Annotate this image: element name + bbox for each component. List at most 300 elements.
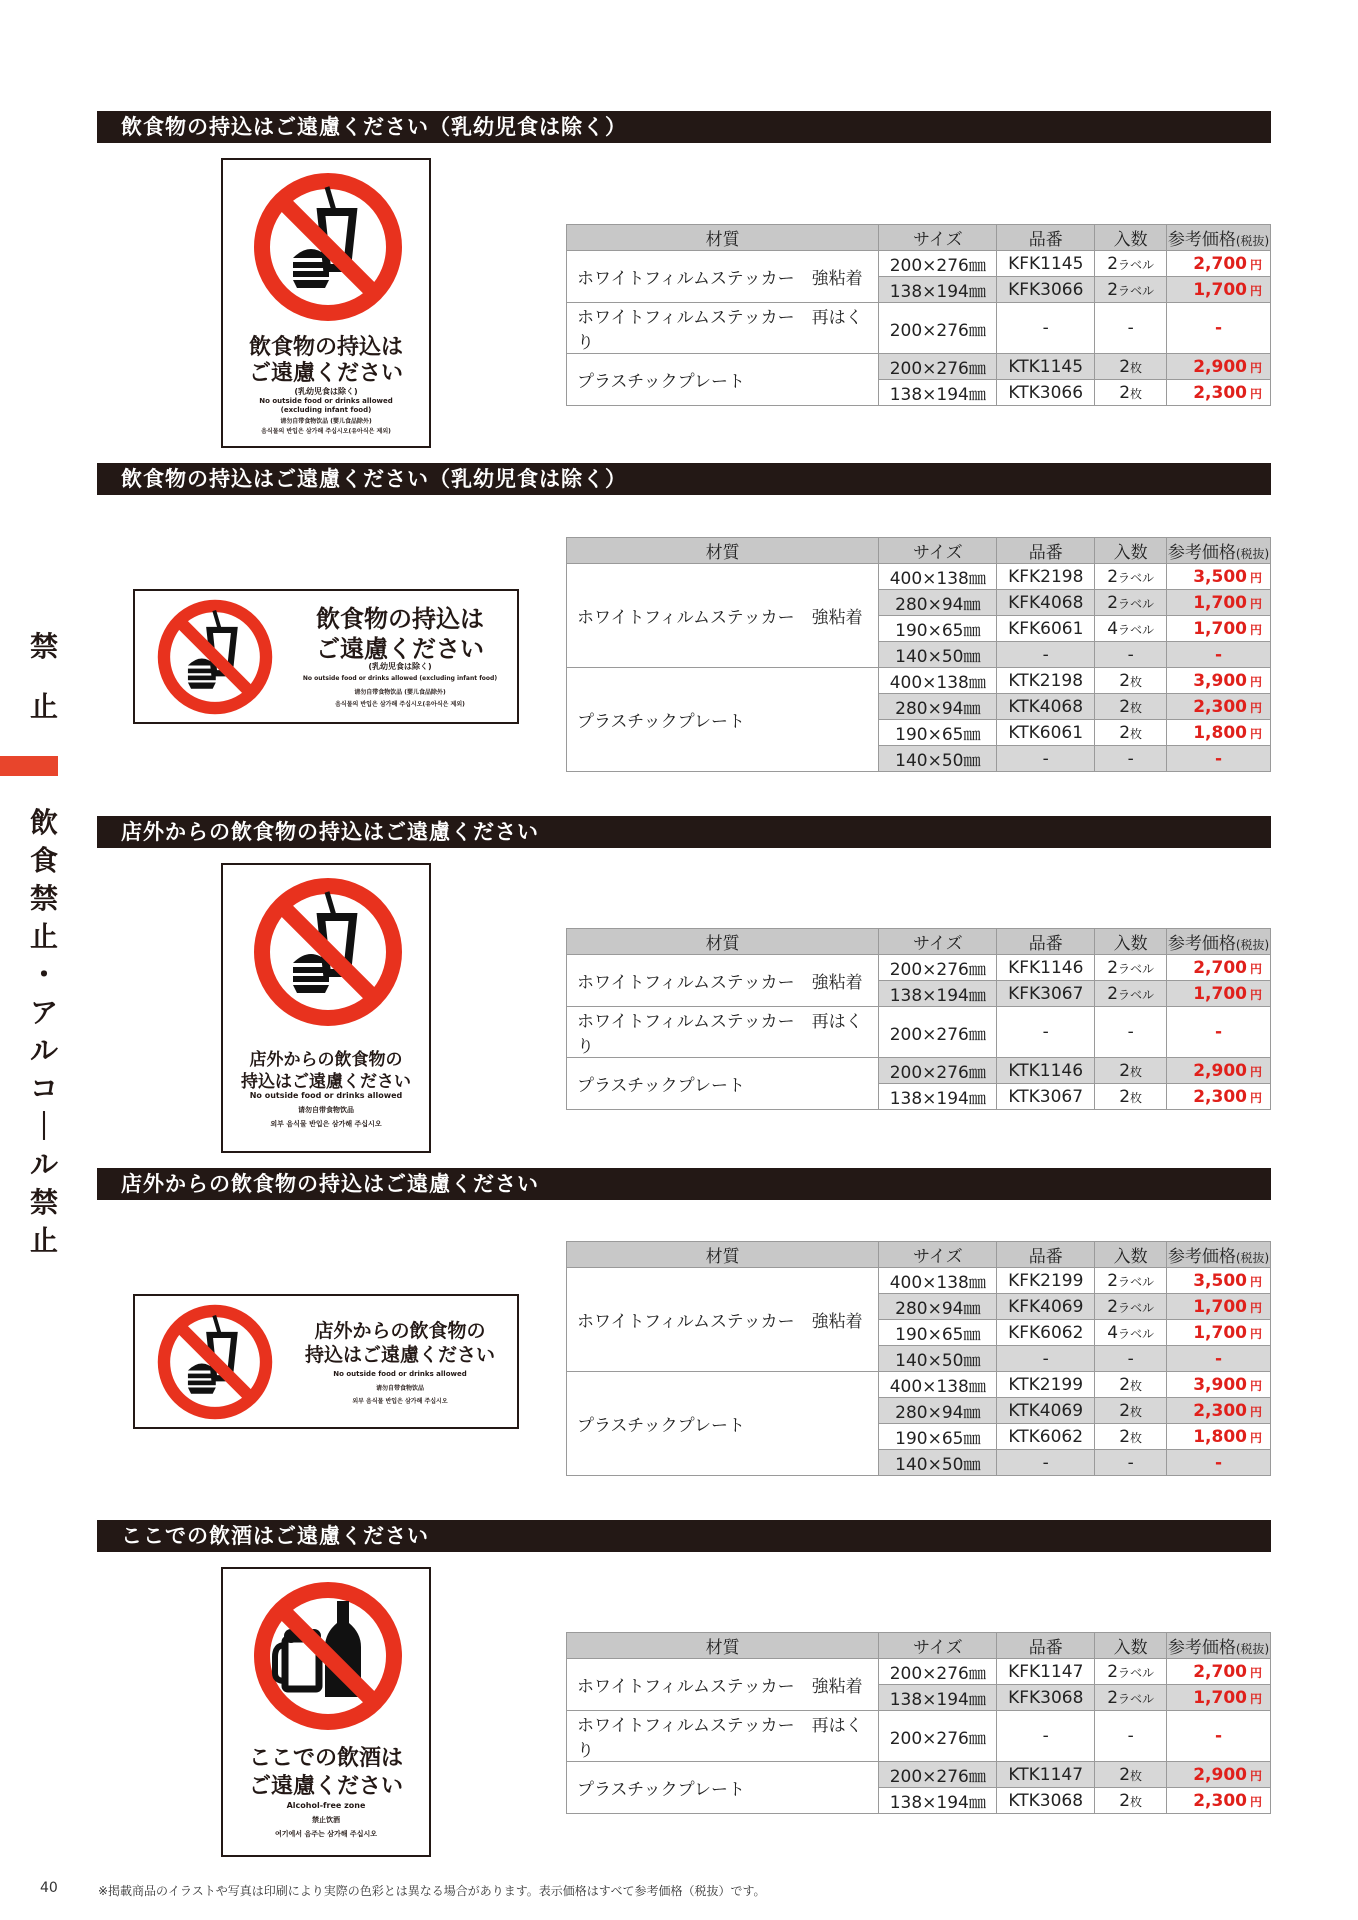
code-cell: KFK2199	[997, 1268, 1095, 1294]
table-row	[567, 955, 1271, 981]
qty-cell: 2ラベル	[1095, 1659, 1167, 1685]
size-cell: 138×194㎜	[879, 981, 997, 1007]
qty-unit: 枚	[1130, 1768, 1143, 1783]
sign-sub-2: 禁止饮酒	[312, 1816, 340, 1824]
yen-unit: 円	[1249, 1064, 1262, 1079]
code-cell: KFK6062	[997, 1320, 1095, 1346]
price-cell: -	[1167, 303, 1271, 354]
material-cell: ホワイトフィルムステッカー 再はくり	[567, 303, 879, 354]
material-cell: プラスチックプレート	[567, 668, 879, 772]
price-cell: 2,300 円	[1167, 1788, 1271, 1814]
sign-sub-2: 请勿自带食物饮品	[375, 1385, 424, 1392]
price-cell: 2,700 円	[1167, 1659, 1271, 1685]
sidebar-category-top	[26, 628, 62, 726]
yen-unit: 円	[1249, 1794, 1262, 1809]
price-cell: 2,900 円	[1167, 354, 1271, 380]
qty-cell: 2枚	[1095, 694, 1167, 720]
qty-unit: 枚	[1130, 1064, 1143, 1079]
table-header-cell: 品番	[997, 1242, 1095, 1268]
code-cell: KFK2198	[997, 564, 1095, 590]
sign-title-line2: ご遠慮ください	[248, 361, 403, 386]
table-header-row	[567, 225, 1271, 251]
table-header-cell: 参考価格(税抜)	[1167, 538, 1271, 564]
section-header-4: 店外からの飲食物の持込はご遠慮ください	[97, 1168, 1271, 1200]
no-alcohol-icon	[253, 1581, 403, 1731]
yen-unit: 円	[1249, 987, 1262, 1002]
table-header-cell: 参考価格(税抜)	[1167, 1242, 1271, 1268]
price-cell: 3,500 円	[1167, 1268, 1271, 1294]
qty-unit: ラベル	[1118, 622, 1155, 637]
qty-unit: ラベル	[1118, 987, 1155, 1002]
qty-cell: 2ラベル	[1095, 590, 1167, 616]
code-cell: KFK6061	[997, 616, 1095, 642]
yen-unit: 円	[1249, 360, 1262, 375]
price-cell: 1,700 円	[1167, 277, 1271, 303]
qty-cell: 2ラベル	[1095, 1685, 1167, 1711]
sidebar-bottom-char: 禁	[29, 882, 58, 915]
yen-unit: 円	[1249, 1768, 1262, 1783]
qty-cell: 2ラベル	[1095, 564, 1167, 590]
price-tax-note: (税抜)	[1235, 1642, 1270, 1656]
sidebar-bottom-char: 止	[29, 920, 58, 953]
price-tax-note: (税抜)	[1235, 1251, 1270, 1265]
price-cell: -	[1167, 1007, 1271, 1058]
price-cell: 2,900 円	[1167, 1058, 1271, 1084]
sign-sub-3: 여기에서 음주는 삼가해 주십시오	[275, 1830, 377, 1838]
size-cell: 200×276㎜	[879, 303, 997, 354]
qty-cell: 2ラベル	[1095, 1268, 1167, 1294]
price-cell: 2,300 円	[1167, 1398, 1271, 1424]
table-header-cell: 入数	[1095, 929, 1167, 955]
yen-unit: 円	[1249, 622, 1262, 637]
qty-unit: ラベル	[1118, 596, 1155, 611]
sidebar-bottom-char: 飲	[29, 806, 58, 839]
price-cell: 1,700 円	[1167, 981, 1271, 1007]
size-cell: 140×50㎜	[879, 642, 997, 668]
sidebar-bottom-char: ・	[29, 958, 58, 991]
code-cell: KTK2198	[997, 668, 1095, 694]
material-cell: プラスチックプレート	[567, 1762, 879, 1814]
table-header-cell: 入数	[1095, 1242, 1167, 1268]
yen-unit: 円	[1249, 283, 1262, 298]
qty-unit: ラベル	[1118, 283, 1155, 298]
table-row	[567, 564, 1271, 590]
qty-cell: -	[1095, 746, 1167, 772]
qty-cell: 2枚	[1095, 1424, 1167, 1450]
material-cell: ホワイトフィルムステッカー 強粘着	[567, 955, 879, 1007]
price-cell: 2,900 円	[1167, 1762, 1271, 1788]
yen-unit: 円	[1249, 1665, 1262, 1680]
qty-unit: ラベル	[1118, 570, 1155, 585]
code-cell: -	[997, 303, 1095, 354]
code-cell: KTK4069	[997, 1398, 1095, 1424]
price-tax-note: (税抜)	[1235, 938, 1270, 952]
table-row	[567, 354, 1271, 380]
sign-title-line1: ここでの飲酒は	[248, 1746, 403, 1771]
sidebar-bottom-char: 食	[29, 844, 58, 877]
sidebar-bottom-char: ｜	[29, 1110, 58, 1143]
table-header-cell: 入数	[1095, 225, 1167, 251]
sign-sub-4: 음식물의 반입은 삼가해 주십시오(유아식은 제외)	[335, 701, 465, 708]
yen-unit: 円	[1249, 1691, 1262, 1706]
qty-unit: 枚	[1130, 726, 1143, 741]
sign-sub-1: (乳幼児食は除く)	[294, 387, 358, 396]
material-cell: プラスチックプレート	[567, 1058, 879, 1110]
price-cell: -	[1167, 642, 1271, 668]
sidebar-bottom-char: ア	[29, 996, 58, 1029]
section-header-1: 飲食物の持込はご遠慮ください（乳幼児食は除く）	[97, 111, 1271, 143]
yen-unit: 円	[1249, 1378, 1262, 1393]
size-cell: 138×194㎜	[879, 277, 997, 303]
price-tax-note: (税抜)	[1235, 547, 1270, 561]
qty-cell: -	[1095, 642, 1167, 668]
qty-cell: 4ラベル	[1095, 616, 1167, 642]
table-row	[567, 1007, 1271, 1058]
qty-unit: ラベル	[1118, 1300, 1155, 1315]
sidebar-char-2: 止	[29, 690, 58, 723]
qty-cell: 2枚	[1095, 1058, 1167, 1084]
code-cell: KFK1146	[997, 955, 1095, 981]
qty-cell: -	[1095, 1007, 1167, 1058]
yen-unit: 円	[1249, 1274, 1262, 1289]
code-cell: KTK6061	[997, 720, 1095, 746]
qty-unit: ラベル	[1118, 1326, 1155, 1341]
section-header-2: 飲食物の持込はご遠慮ください（乳幼児食は除く）	[97, 463, 1271, 495]
qty-cell: 2枚	[1095, 1084, 1167, 1110]
code-cell: KFK3067	[997, 981, 1095, 1007]
size-cell: 200×276㎜	[879, 251, 997, 277]
price-cell: 1,700 円	[1167, 1294, 1271, 1320]
section-header-5: ここでの飲酒はご遠慮ください	[97, 1520, 1271, 1552]
sidebar-bottom-char: 禁	[29, 1186, 58, 1219]
size-cell: 200×276㎜	[879, 354, 997, 380]
table-header-cell: 品番	[997, 225, 1095, 251]
table-header-cell: 材質	[567, 929, 879, 955]
code-cell: KFK3066	[997, 277, 1095, 303]
table-header-row	[567, 538, 1271, 564]
yen-unit: 円	[1249, 1326, 1262, 1341]
size-cell: 280×94㎜	[879, 694, 997, 720]
sign-sub-4: 请勿自带食物饮品 (婴儿食品除外)	[280, 418, 372, 425]
material-cell: ホワイトフィルムステッカー 再はくり	[567, 1711, 879, 1762]
size-cell: 190×65㎜	[879, 1320, 997, 1346]
section-header-3: 店外からの飲食物の持込はご遠慮ください	[97, 816, 1271, 848]
qty-unit: 枚	[1130, 1090, 1143, 1105]
size-cell: 140×50㎜	[879, 1346, 997, 1372]
material-cell: ホワイトフィルムステッカー 強粘着	[567, 1659, 879, 1711]
qty-unit: 枚	[1130, 1430, 1143, 1445]
table-header-cell: 入数	[1095, 538, 1167, 564]
qty-cell: -	[1095, 1711, 1167, 1762]
code-cell: KTK2199	[997, 1372, 1095, 1398]
qty-cell: -	[1095, 303, 1167, 354]
size-cell: 138×194㎜	[879, 1788, 997, 1814]
code-cell: -	[997, 1711, 1095, 1762]
yen-unit: 円	[1249, 726, 1262, 741]
sign-sub-3: 외부 음식물 반입은 삼가해 주십시오	[270, 1120, 382, 1128]
code-cell: KTK1146	[997, 1058, 1095, 1084]
table-row	[567, 1372, 1271, 1398]
table-row	[567, 1762, 1271, 1788]
no-food-drink-icon	[253, 172, 403, 322]
table-row	[567, 1058, 1271, 1084]
code-cell: KFK4068	[997, 590, 1095, 616]
qty-cell: -	[1095, 1450, 1167, 1476]
qty-cell: 2枚	[1095, 380, 1167, 406]
qty-cell: 2枚	[1095, 354, 1167, 380]
sign-title-line2: ご遠慮ください	[316, 635, 484, 663]
code-cell: KTK1145	[997, 354, 1095, 380]
spec-table-4	[566, 1241, 1271, 1476]
size-cell: 280×94㎜	[879, 1294, 997, 1320]
code-cell: KFK1145	[997, 251, 1095, 277]
sign-sub-5: 음식물의 반입은 삼가해 주십시오(유아식은 제외)	[261, 428, 391, 435]
yen-unit: 円	[1249, 961, 1262, 976]
price-cell: 2,300 円	[1167, 1084, 1271, 1110]
sign-sub-2: No outside food or drinks allowed (excluding infant food)	[302, 675, 498, 682]
price-cell: 1,700 円	[1167, 590, 1271, 616]
size-cell: 200×276㎜	[879, 955, 997, 981]
sidebar-bottom-char: ル	[29, 1148, 58, 1181]
code-cell: KFK4069	[997, 1294, 1095, 1320]
sign-image-1	[221, 158, 431, 448]
table-header-cell: 材質	[567, 1242, 879, 1268]
price-cell: 1,700 円	[1167, 1320, 1271, 1346]
material-cell: プラスチックプレート	[567, 354, 879, 406]
sign-sub-2: 请勿自带食物饮品	[298, 1106, 354, 1114]
size-cell: 280×94㎜	[879, 1398, 997, 1424]
sidebar-accent-bar	[0, 756, 58, 776]
qty-cell: -	[1095, 1346, 1167, 1372]
qty-unit: ラベル	[1118, 1691, 1155, 1706]
spec-table-3	[566, 928, 1271, 1110]
yen-unit: 円	[1249, 1430, 1262, 1445]
code-cell: KTK1147	[997, 1762, 1095, 1788]
price-cell: 1,800 円	[1167, 720, 1271, 746]
table-header-cell: 入数	[1095, 1633, 1167, 1659]
qty-cell: 2ラベル	[1095, 981, 1167, 1007]
price-cell: -	[1167, 746, 1271, 772]
table-header-cell: 参考価格(税抜)	[1167, 929, 1271, 955]
spec-table-1	[566, 224, 1271, 406]
price-cell: 3,500 円	[1167, 564, 1271, 590]
sign-title-line2: 持込はご遠慮ください	[241, 1072, 411, 1092]
table-header-cell: 品番	[997, 929, 1095, 955]
sign-image-2	[133, 589, 519, 724]
size-cell: 200×276㎜	[879, 1007, 997, 1058]
price-cell: 2,700 円	[1167, 955, 1271, 981]
qty-cell: 2枚	[1095, 1398, 1167, 1424]
qty-unit: 枚	[1130, 386, 1143, 401]
table-header-cell: サイズ	[879, 929, 997, 955]
sign-sub-3: 외부 음식물 반입은 삼가해 주십시오	[352, 1398, 448, 1405]
sign-image-3	[221, 863, 431, 1153]
qty-cell: 2枚	[1095, 720, 1167, 746]
code-cell: -	[997, 746, 1095, 772]
sign-title-line2: ご遠慮ください	[248, 1774, 403, 1799]
page-number: 40	[40, 1880, 58, 1896]
qty-unit: 枚	[1130, 1404, 1143, 1419]
code-cell: KTK6062	[997, 1424, 1095, 1450]
yen-unit: 円	[1249, 257, 1262, 272]
yen-unit: 円	[1249, 1300, 1262, 1315]
table-header-cell: 材質	[567, 225, 879, 251]
spec-table-5	[566, 1632, 1271, 1814]
qty-cell: 2ラベル	[1095, 277, 1167, 303]
yen-unit: 円	[1249, 570, 1262, 585]
code-cell: KTK3066	[997, 380, 1095, 406]
sign-sub-3: (excluding infant food)	[280, 406, 372, 414]
material-cell: プラスチックプレート	[567, 1372, 879, 1476]
table-row	[567, 303, 1271, 354]
no-food-drink-icon	[157, 1304, 273, 1420]
table-header-cell: 品番	[997, 538, 1095, 564]
code-cell: KTK3068	[997, 1788, 1095, 1814]
sign-sub-3: 请勿自带食物饮品 (婴儿食品除外)	[354, 689, 446, 696]
size-cell: 200×276㎜	[879, 1762, 997, 1788]
yen-unit: 円	[1249, 596, 1262, 611]
qty-unit: ラベル	[1118, 257, 1155, 272]
table-row	[567, 251, 1271, 277]
yen-unit: 円	[1249, 1404, 1262, 1419]
table-header-cell: 材質	[567, 1633, 879, 1659]
sign-image-5	[221, 1567, 431, 1857]
material-cell: ホワイトフィルムステッカー 再はくり	[567, 1007, 879, 1058]
sidebar-bottom-char: ル	[29, 1034, 58, 1067]
sign-title-line1: 飲食物の持込は	[248, 335, 403, 360]
table-row	[567, 1268, 1271, 1294]
yen-unit: 円	[1249, 1090, 1262, 1105]
table-header-cell: サイズ	[879, 225, 997, 251]
size-cell: 138×194㎜	[879, 1685, 997, 1711]
table-header-cell: サイズ	[879, 1242, 997, 1268]
size-cell: 140×50㎜	[879, 746, 997, 772]
qty-cell: 4ラベル	[1095, 1320, 1167, 1346]
qty-unit: 枚	[1130, 674, 1143, 689]
size-cell: 190×65㎜	[879, 720, 997, 746]
table-header-row	[567, 1242, 1271, 1268]
price-tax-note: (税抜)	[1235, 234, 1270, 248]
table-header-cell: サイズ	[879, 538, 997, 564]
sign-sub-1: (乳幼児食は除く)	[368, 662, 432, 671]
price-cell: 1,700 円	[1167, 616, 1271, 642]
size-cell: 400×138㎜	[879, 564, 997, 590]
yen-unit: 円	[1249, 674, 1262, 689]
table-header-row	[567, 929, 1271, 955]
sidebar-bottom-char: コ	[29, 1072, 58, 1105]
sidebar-char-1: 禁	[29, 630, 58, 663]
sign-sub-1: No outside food or drinks allowed	[333, 1370, 467, 1378]
price-cell: 1,800 円	[1167, 1424, 1271, 1450]
price-cell: -	[1167, 1450, 1271, 1476]
qty-unit: ラベル	[1118, 1274, 1155, 1289]
qty-unit: 枚	[1130, 700, 1143, 715]
qty-unit: ラベル	[1118, 1665, 1155, 1680]
sign-title-line1: 店外からの飲食物の	[314, 1320, 486, 1342]
material-cell: ホワイトフィルムステッカー 強粘着	[567, 564, 879, 668]
yen-unit: 円	[1249, 386, 1262, 401]
qty-unit: 枚	[1130, 1794, 1143, 1809]
footer-note: ※掲載商品のイラストや写真は印刷により実際の色彩とは異なる場合があります。表示価格はすべて参考価格（税抜）です。	[98, 1884, 766, 1898]
sidebar-bottom-char: 止	[29, 1224, 58, 1257]
code-cell: -	[997, 1450, 1095, 1476]
no-food-drink-icon	[253, 877, 403, 1027]
table-header-cell: サイズ	[879, 1633, 997, 1659]
code-cell: KTK3067	[997, 1084, 1095, 1110]
qty-cell: 2枚	[1095, 1372, 1167, 1398]
price-cell: -	[1167, 1711, 1271, 1762]
size-cell: 200×276㎜	[879, 1659, 997, 1685]
material-cell: ホワイトフィルムステッカー 強粘着	[567, 251, 879, 303]
size-cell: 400×138㎜	[879, 668, 997, 694]
code-cell: KFK3068	[997, 1685, 1095, 1711]
qty-cell: 2枚	[1095, 1788, 1167, 1814]
sign-sub-1: Alcohol-free zone	[286, 1801, 366, 1810]
sign-sub-1: No outside food or drinks allowed	[249, 1091, 403, 1100]
price-cell: 2,300 円	[1167, 694, 1271, 720]
sign-image-4	[133, 1294, 519, 1429]
size-cell: 400×138㎜	[879, 1372, 997, 1398]
size-cell: 138×194㎜	[879, 380, 997, 406]
qty-cell: 2ラベル	[1095, 1294, 1167, 1320]
code-cell: KTK4068	[997, 694, 1095, 720]
size-cell: 138×194㎜	[879, 1084, 997, 1110]
code-cell: -	[997, 642, 1095, 668]
qty-unit: 枚	[1130, 360, 1143, 375]
sidebar-category-bottom	[26, 804, 62, 1260]
size-cell: 200×276㎜	[879, 1058, 997, 1084]
sign-title-line2: 持込はご遠慮ください	[304, 1344, 495, 1366]
table-header-cell: 品番	[997, 1633, 1095, 1659]
code-cell: -	[997, 1346, 1095, 1372]
qty-cell: 2ラベル	[1095, 251, 1167, 277]
no-food-drink-icon	[157, 599, 273, 715]
qty-cell: 2枚	[1095, 668, 1167, 694]
table-row	[567, 1659, 1271, 1685]
yen-unit: 円	[1249, 700, 1262, 715]
price-cell: 1,700 円	[1167, 1685, 1271, 1711]
price-cell: 3,900 円	[1167, 668, 1271, 694]
code-cell: -	[997, 1007, 1095, 1058]
size-cell: 140×50㎜	[879, 1450, 997, 1476]
table-header-cell: 参考価格(税抜)	[1167, 225, 1271, 251]
table-header-row	[567, 1633, 1271, 1659]
table-header-cell: 材質	[567, 538, 879, 564]
size-cell: 190×65㎜	[879, 616, 997, 642]
qty-cell: 2枚	[1095, 1762, 1167, 1788]
code-cell: KFK1147	[997, 1659, 1095, 1685]
qty-cell: 2ラベル	[1095, 955, 1167, 981]
price-cell: 3,900 円	[1167, 1372, 1271, 1398]
qty-unit: ラベル	[1118, 961, 1155, 976]
sign-sub-2: No outside food or drinks allowed	[259, 397, 393, 405]
qty-unit: 枚	[1130, 1378, 1143, 1393]
table-header-cell: 参考価格(税抜)	[1167, 1633, 1271, 1659]
table-row	[567, 1711, 1271, 1762]
size-cell: 400×138㎜	[879, 1268, 997, 1294]
size-cell: 190×65㎜	[879, 1424, 997, 1450]
price-cell: -	[1167, 1346, 1271, 1372]
material-cell: ホワイトフィルムステッカー 強粘着	[567, 1268, 879, 1372]
price-cell: 2,300 円	[1167, 380, 1271, 406]
size-cell: 280×94㎜	[879, 590, 997, 616]
size-cell: 200×276㎜	[879, 1711, 997, 1762]
sign-title-line1: 飲食物の持込は	[316, 605, 484, 633]
sign-title-line1: 店外からの飲食物の	[249, 1050, 403, 1070]
spec-table-2	[566, 537, 1271, 772]
table-row	[567, 668, 1271, 694]
price-cell: 2,700 円	[1167, 251, 1271, 277]
